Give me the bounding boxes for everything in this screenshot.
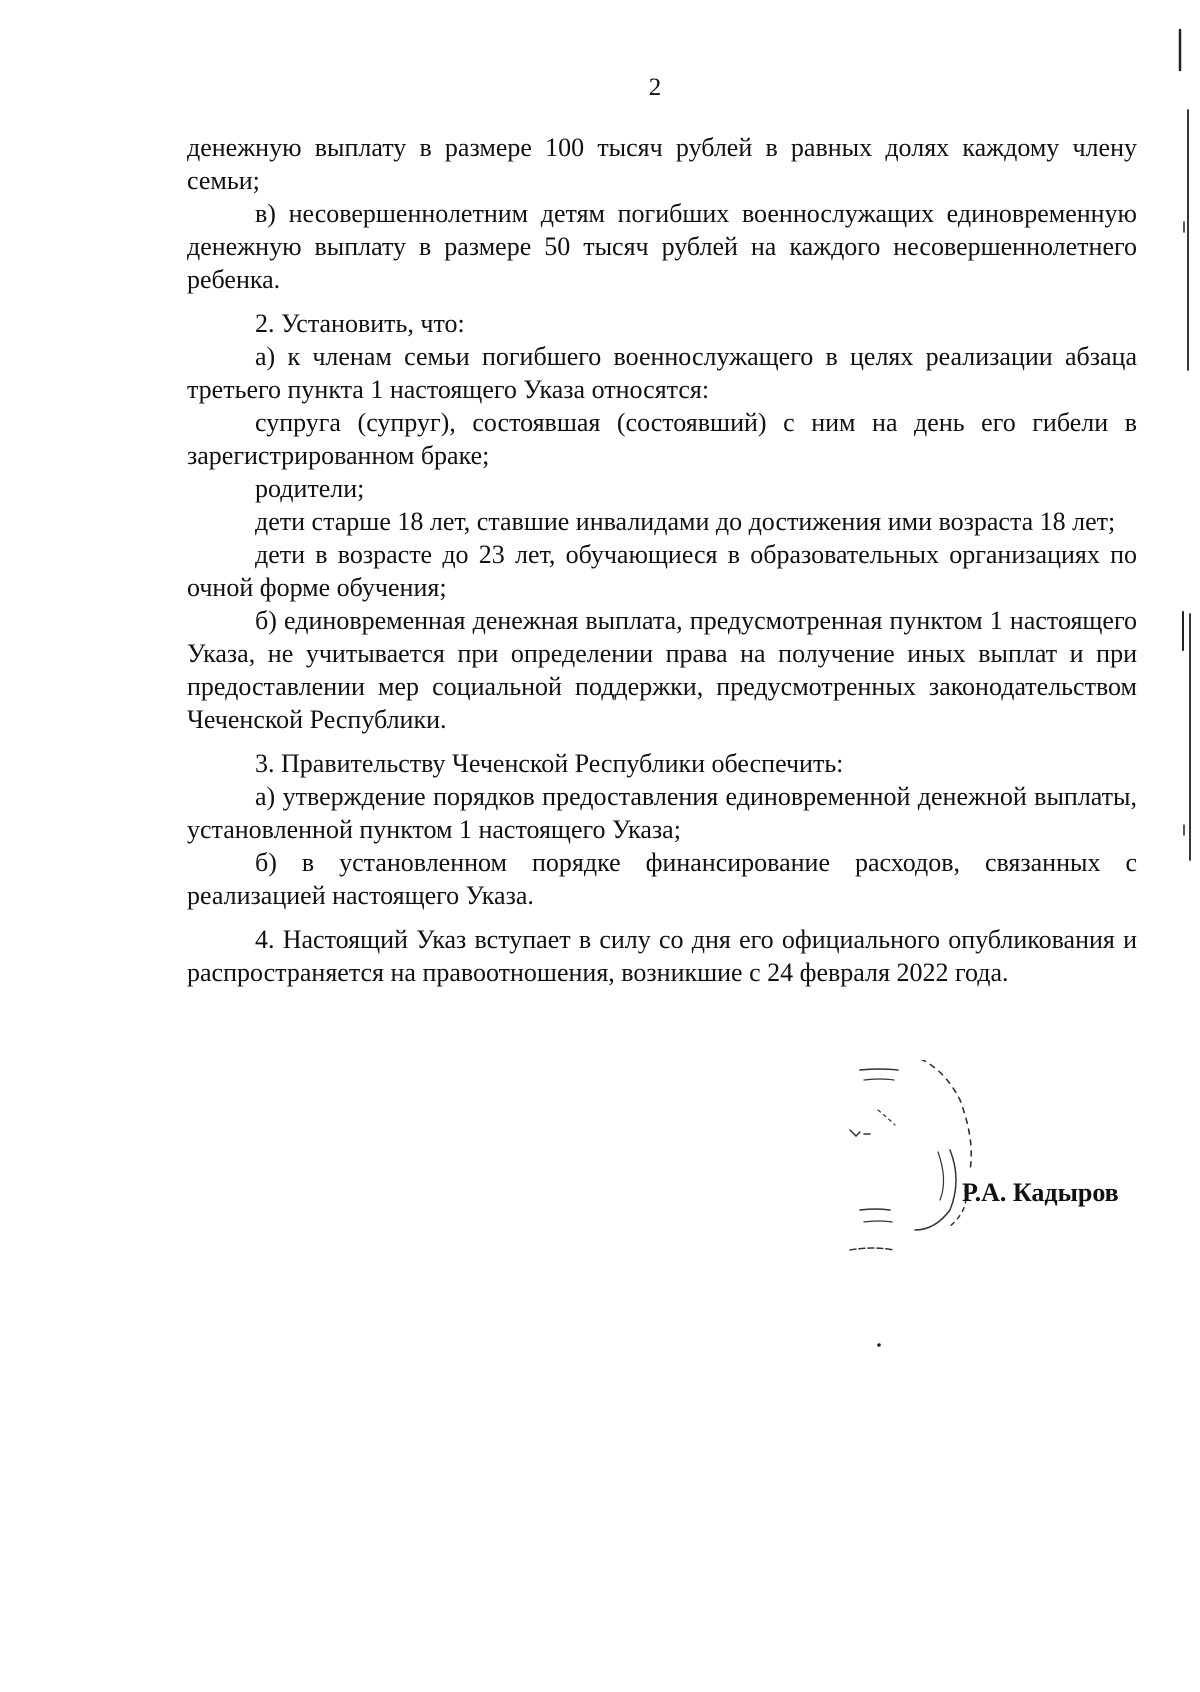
page-number: 2 [648, 74, 662, 101]
signatory-name: Р.А. Кадыров [962, 1178, 1119, 1207]
document-paragraph: б) в установленном порядке финансирование расходов, связанных с реализацией настоящего Указа. [187, 848, 1137, 910]
document-paragraph: в) несовершеннолетним детям погибших военнослужащих единовременную денежную выплату в размере 50 тысяч рублей на каждого несовершеннолетнего ребенка. [187, 199, 1137, 294]
document-paragraph: б) единовременная денежная выплата, предусмотренная пунктом 1 настоящего Указа, не учитывается при определении права на получение иных выплат и при предоставлении мер социальной поддержки, предусмотренных законодательством Чеченской Республики. [187, 606, 1137, 734]
document-paragraph: 3. Правительству Чеченской Республики обеспечить: [255, 749, 844, 778]
document-paragraph: 2. Установить, что: [255, 309, 465, 338]
document-paragraph: родители; [255, 474, 365, 503]
document-paragraph: 4. Настоящий Указ вступает в силу со дня его официального опубликования и распространяется на правоотношения, возникшие с 24 февраля 2022 года. [187, 925, 1137, 987]
document-paragraph: а) к членам семьи погибшего военнослужащего в целях реализации абзаца третьего пункта 1 настоящего Указа относятся: [187, 342, 1137, 404]
document-paragraph: супруга (супруг), состоявшая (состоявший) с ним на день его гибели в зарегистрированном браке; [187, 408, 1137, 470]
document-paragraph: денежную выплату в размере 100 тысяч рублей в равных долях каждому члену семьи; [187, 133, 1137, 195]
document-paragraph: а) утверждение порядков предоставления единовременной денежной выплаты, установленной пунктом 1 настоящего Указа; [187, 782, 1137, 844]
document-paragraph: дети старше 18 лет, ставшие инвалидами до достижения ими возраста 18 лет; [255, 507, 1116, 536]
document-paragraph: дети в возрасте до 23 лет, обучающиеся в образовательных организациях по очной форме обучения; [187, 540, 1137, 602]
